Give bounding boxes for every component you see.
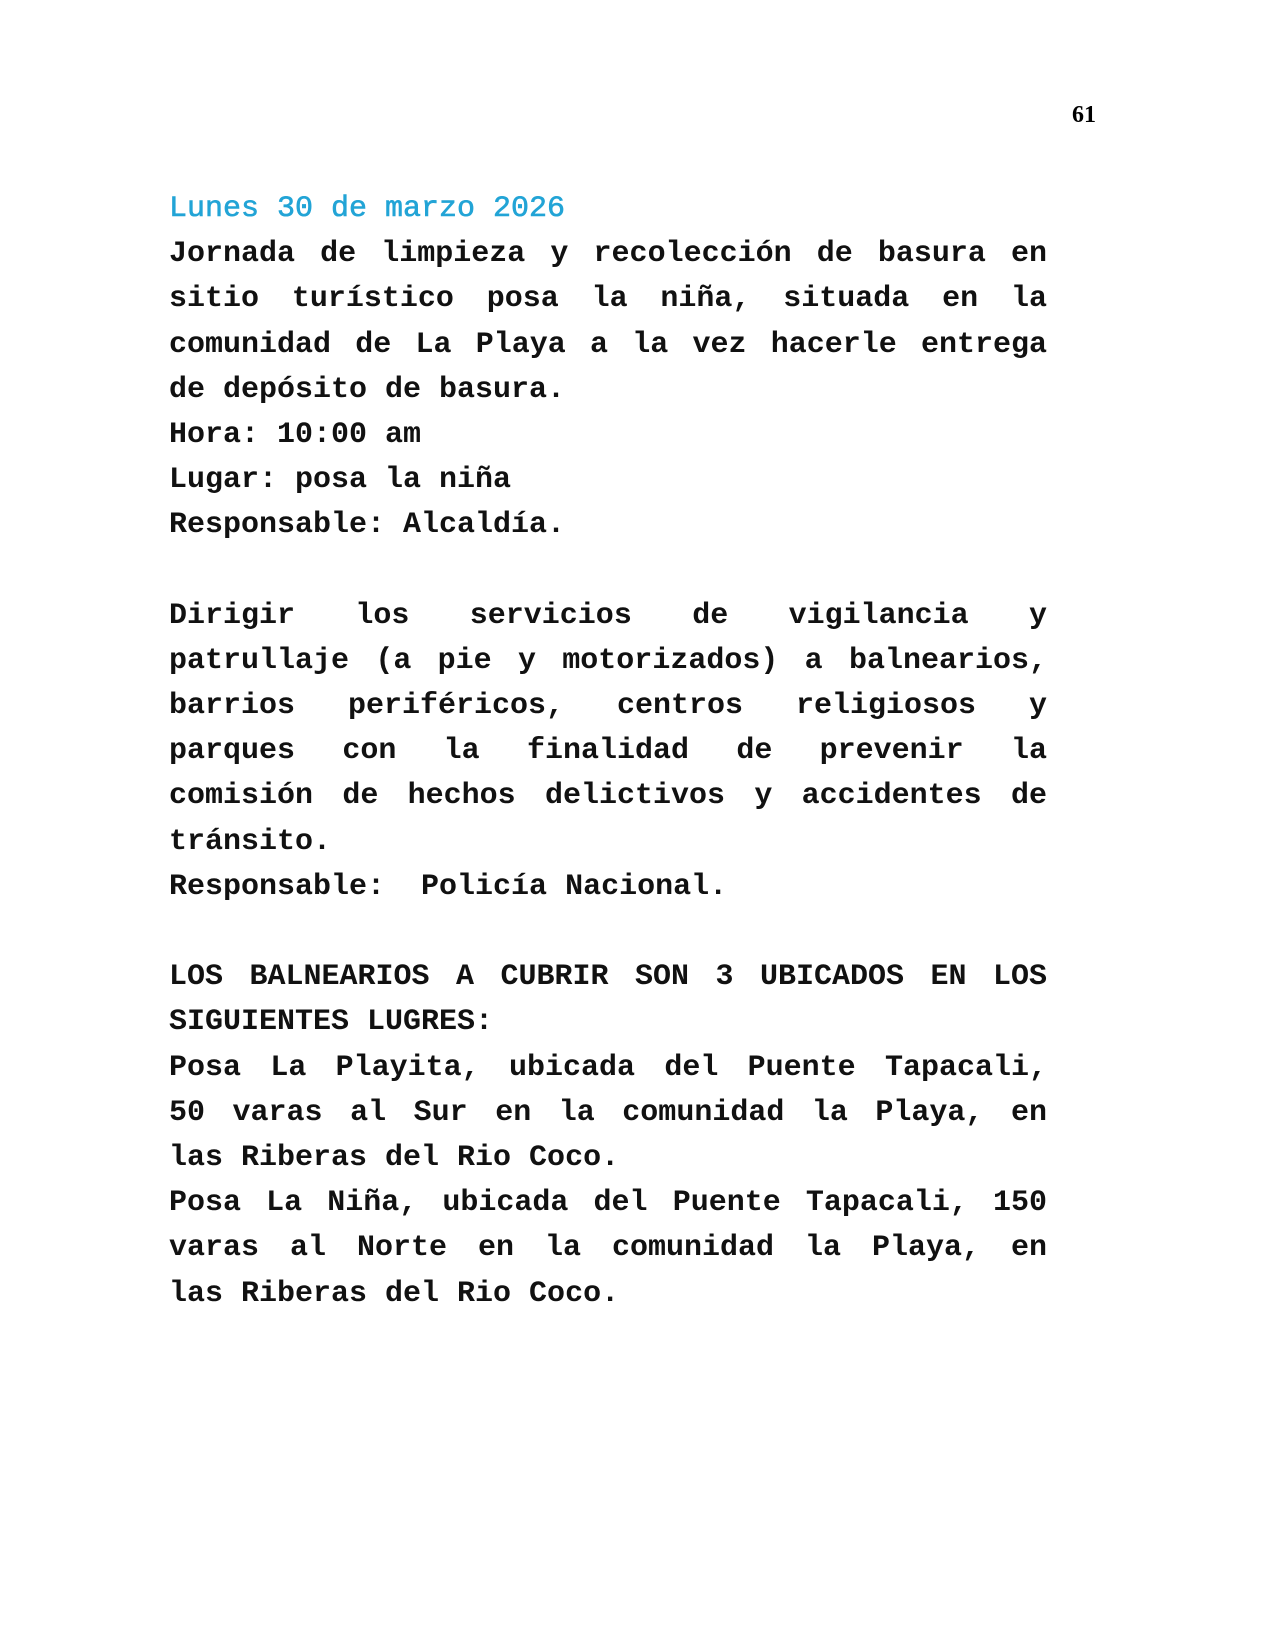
document-body	[169, 187, 1047, 1317]
activity-responsible: Responsable: Alcaldía.	[169, 508, 566, 543]
vigilancia-paragraph	[169, 594, 1047, 865]
balneario-line: las Riberas del Rio Coco.	[169, 1140, 620, 1175]
activity-line: Jornada de limpieza y recolección de basura en	[169, 237, 1047, 272]
vigilancia-line: comisión de hechos delictivos y accidentes de	[169, 779, 1047, 814]
activity-place: Lugar: posa la niña	[169, 463, 512, 498]
vigilancia-responsible: Responsable: Policía Nacional.	[169, 869, 728, 904]
spacer	[169, 549, 1047, 594]
date-heading: Lunes 30 de marzo 2026	[169, 192, 566, 226]
vigilancia-line: barrios periféricos, centros religiosos y	[169, 689, 1047, 724]
activity-description	[169, 232, 1047, 413]
activity-line: sitio turístico posa la niña, situada en la	[169, 282, 1047, 317]
vigilancia-line: Dirigir los servicios de vigilancia y	[169, 598, 1047, 633]
balneario-item-la-nina	[169, 1181, 1047, 1317]
spacer	[169, 910, 1047, 955]
balneario-line: varas al Norte en la comunidad la Playa, en	[169, 1231, 1047, 1266]
balneario-line: Posa La Niña, ubicada del Puente Tapacali, 150	[169, 1186, 1047, 1221]
vigilancia-line: patrullaje (a pie y motorizados) a balnearios,	[169, 643, 1047, 678]
balnearios-heading-line: SIGUIENTES LUGRES:	[169, 1005, 494, 1040]
balnearios-heading	[169, 955, 1047, 1045]
vigilancia-line: tránsito.	[169, 824, 332, 859]
balneario-line: Posa La Playita, ubicada del Puente Tapacali,	[169, 1050, 1047, 1085]
balneario-item-la-playita	[169, 1046, 1047, 1182]
page-number: 61	[1072, 102, 1096, 128]
balneario-line: 50 varas al Sur en la comunidad la Playa, en	[169, 1095, 1047, 1130]
balneario-line: las Riberas del Rio Coco.	[169, 1276, 620, 1311]
activity-line: de depósito de basura.	[169, 372, 566, 407]
balnearios-heading-line: LOS BALNEARIOS A CUBRIR SON 3 UBICADOS EN LOS	[169, 960, 1047, 995]
activity-time: Hora: 10:00 am	[169, 417, 422, 452]
activity-line: comunidad de La Playa a la vez hacerle entrega	[169, 327, 1047, 362]
vigilancia-line: parques con la finalidad de prevenir la	[169, 734, 1047, 769]
